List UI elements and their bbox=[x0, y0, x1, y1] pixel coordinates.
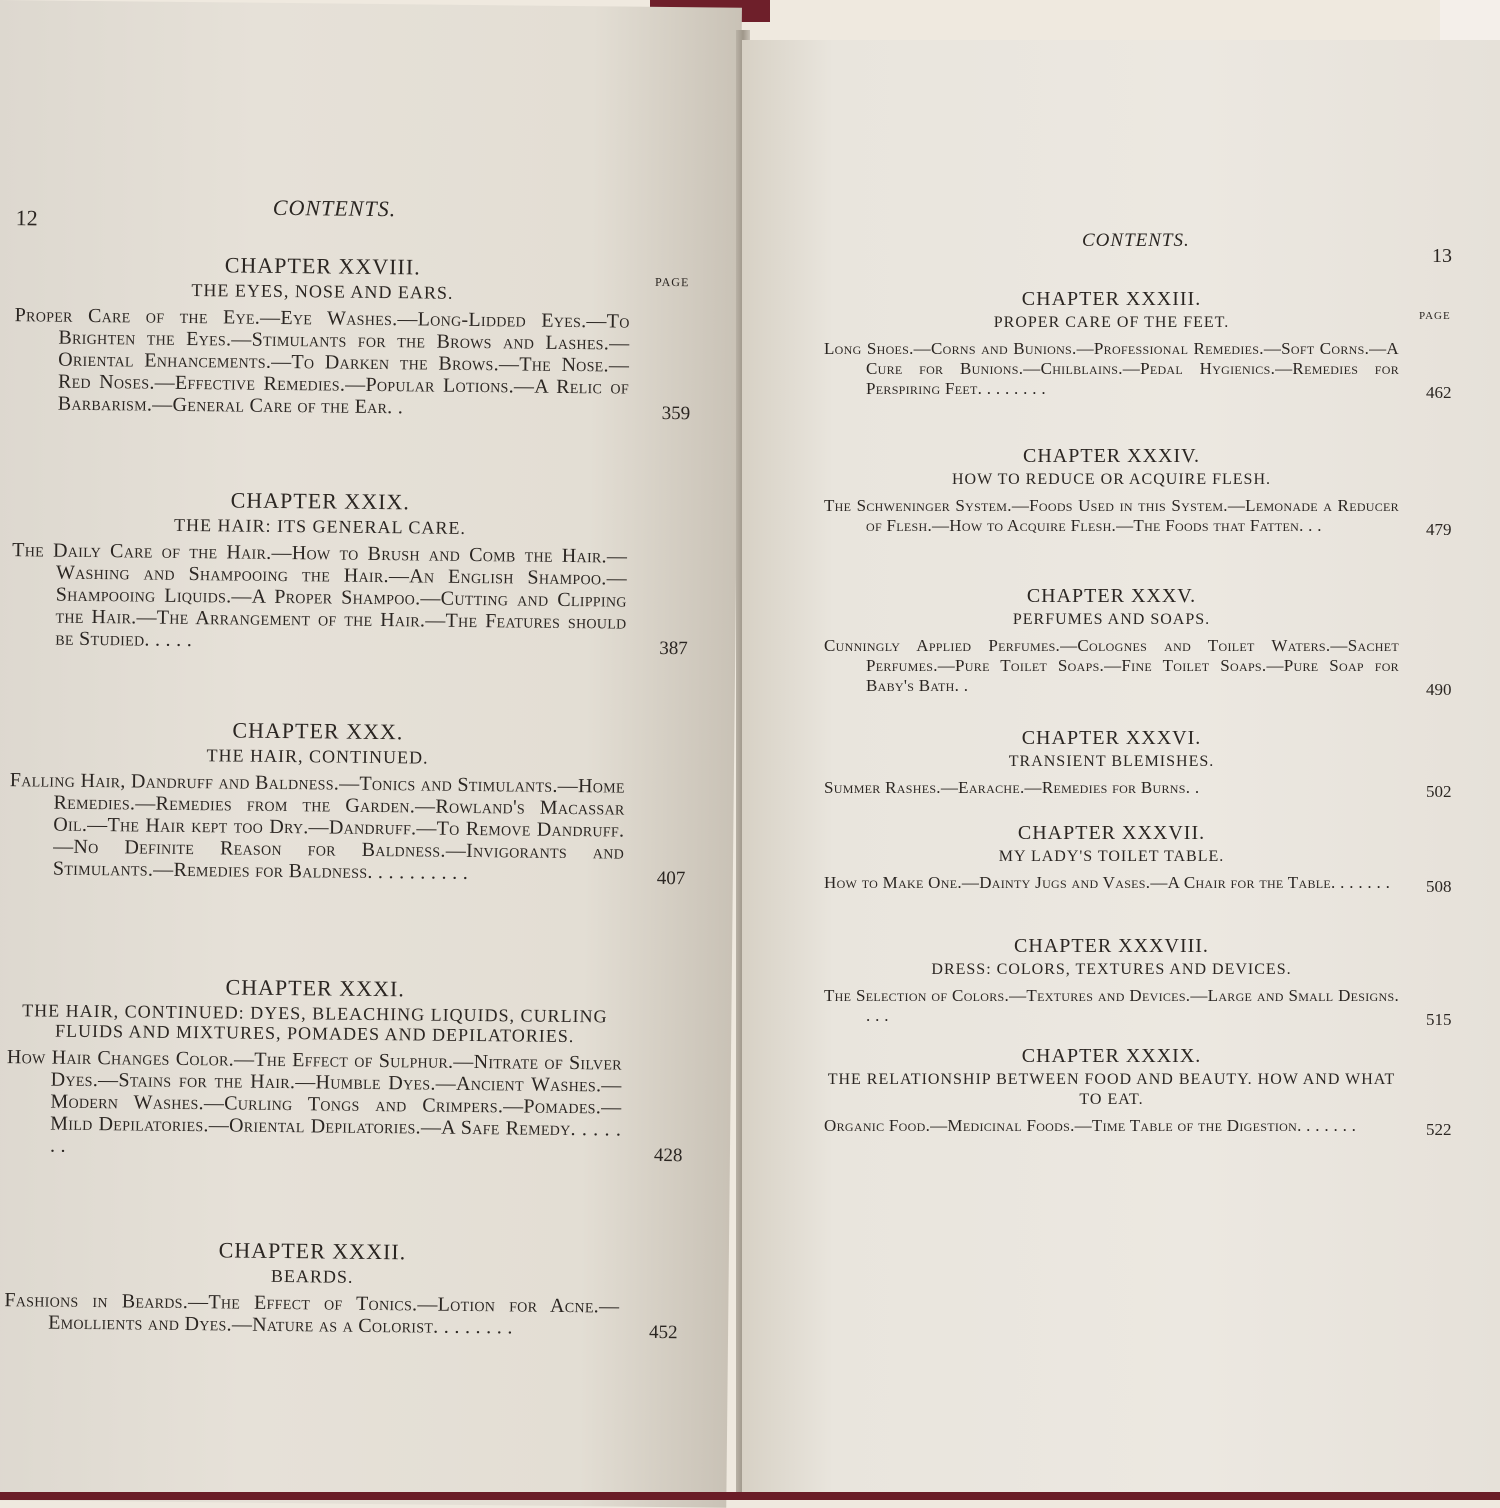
left-page bbox=[0, 0, 742, 1508]
page-reference: 508 bbox=[1426, 877, 1452, 896]
page-reference: 490 bbox=[1426, 680, 1452, 699]
chapter-entries bbox=[824, 636, 1452, 699]
chapter-block bbox=[824, 585, 1452, 699]
chapter-subtitle: PROPER CARE OF THE FEET. bbox=[993, 314, 1230, 331]
chapter-block bbox=[824, 935, 1452, 1029]
background-corner bbox=[1440, 0, 1500, 40]
page-reference: 428 bbox=[653, 1144, 683, 1167]
page-number: 12 bbox=[15, 205, 38, 231]
chapter-block bbox=[9, 715, 686, 890]
chapter-number: CHAPTER XXXI. bbox=[225, 974, 405, 1002]
chapter-entries bbox=[824, 339, 1452, 402]
page-reference: 515 bbox=[1426, 1010, 1452, 1029]
chapter-subtitle: PERFUMES AND SOAPS. bbox=[1012, 611, 1211, 628]
chapter-entries bbox=[824, 778, 1452, 801]
page-column-label: PAGE bbox=[655, 274, 690, 290]
chapter-subtitle: HOW TO REDUCE OR ACQUIRE FLESH. bbox=[951, 471, 1272, 488]
chapter-number: CHAPTER XXVIII. bbox=[224, 252, 421, 280]
chapter-number: CHAPTER XXXVII. bbox=[1017, 822, 1206, 844]
entries-text: Long Shoes.—Corns and Bunions.—Professional Remedies.—Soft Corns.—A Cure for Bunions.—Chilblains.—Pedal Hygienics.—Remedies for Perspiring Feet. . . . . . . . bbox=[824, 339, 1399, 398]
entries-text: Falling Hair, Dandruff and Baldness.—Tonics and Stimulants.—Home Remedies.—Remedies from the Garden.—Rowland's Macassar Oil.—The Hair kept too Dry.—Dandruff.—To Remove Dandruff.—No Definite Reason for Baldness.—Invigorants and Stimulants.—Remedies for Baldness. . . . . . . . . . bbox=[9, 769, 625, 884]
chapter-entries bbox=[824, 873, 1452, 896]
page-reference: 502 bbox=[1426, 782, 1452, 801]
entries-text: How to Make One.—Dainty Jugs and Vases.—A Chair for the Table. . . . . . . bbox=[824, 873, 1391, 892]
chapter-number: CHAPTER XXXIX. bbox=[1021, 1045, 1202, 1067]
page-reference: 522 bbox=[1426, 1120, 1452, 1139]
entries-text: Fashions in Beards.—The Effect of Tonics.—Lotion for Acne.—Emollients and Dyes.—Nature as a Colorist. . . . . . . . bbox=[4, 1289, 620, 1339]
entries-text: Organic Food.—Medicinal Foods.—Time Table of the Digestion. . . . . . . bbox=[824, 1116, 1357, 1135]
chapter-block bbox=[824, 1045, 1452, 1139]
chapter-entries bbox=[9, 769, 686, 890]
page-reference: 387 bbox=[659, 637, 688, 660]
chapter-subtitle: THE HAIR, CONTINUED. bbox=[206, 745, 429, 768]
chapter-block bbox=[6, 972, 683, 1167]
chapter-number: CHAPTER XXXIV. bbox=[1023, 445, 1200, 467]
chapter-subtitle: TRANSIENT BLEMISHES. bbox=[1008, 753, 1215, 770]
chapter-number: CHAPTER XXXIII. bbox=[1021, 288, 1202, 310]
chapter-entries bbox=[11, 539, 688, 660]
right-page bbox=[742, 40, 1500, 1500]
chapter-number: CHAPTER XXIX. bbox=[230, 487, 411, 515]
chapter-subtitle: BEARDS. bbox=[270, 1265, 354, 1287]
chapter-block bbox=[11, 485, 688, 660]
chapter-number: CHAPTER XXX. bbox=[232, 717, 404, 745]
page-reference: 452 bbox=[648, 1321, 678, 1344]
chapter-subtitle: THE RELATIONSHIP BETWEEN FOOD AND BEAUTY. HOW AND WHAT TO EAT. bbox=[827, 1071, 1396, 1108]
chapter-entries bbox=[4, 1289, 678, 1344]
page-column-label: PAGE bbox=[1419, 310, 1451, 322]
page-reference: 479 bbox=[1426, 520, 1452, 539]
running-head: CONTENTS. bbox=[1082, 230, 1190, 251]
chapter-entries bbox=[14, 304, 691, 425]
page-reference: 359 bbox=[661, 402, 691, 425]
chapter-entries bbox=[6, 1046, 683, 1167]
chapter-block bbox=[824, 445, 1452, 539]
chapter-block bbox=[824, 822, 1452, 896]
page-reference: 407 bbox=[656, 867, 686, 890]
chapter-entries bbox=[824, 986, 1452, 1029]
entries-text: The Daily Care of the Hair.—How to Brush and Comb the Hair.—Washing and Shampooing the Hair.—An English Shampoo.—Shampooing Liquids.—A Proper Shampoo.—Cutting and Clipping the Hair.—The Arrangement of the Hair.—The Features should be Studied. . . . . bbox=[12, 539, 628, 652]
entries-text: Summer Rashes.—Earache.—Remedies for Burns. . bbox=[824, 778, 1200, 797]
page-reference: 462 bbox=[1426, 383, 1452, 402]
entries-text: The Selection of Colors.—Textures and Devices.—Large and Small Designs. . . . bbox=[824, 986, 1399, 1025]
chapter-number: CHAPTER XXXV. bbox=[1026, 585, 1197, 607]
chapter-entries bbox=[824, 496, 1452, 539]
chapter-number: CHAPTER XXXVI. bbox=[1021, 727, 1202, 749]
entries-text: Cunningly Applied Perfumes.—Colognes and Toilet Waters.—Sachet Perfumes.—Pure Toilet Soaps.—Fine Toilet Soaps.—Pure Soap for Baby's Bath. . bbox=[824, 636, 1399, 695]
running-head: CONTENTS. bbox=[272, 194, 397, 222]
chapter-entries bbox=[824, 1116, 1452, 1139]
chapter-number: CHAPTER XXXII. bbox=[218, 1237, 407, 1265]
book-cover-edge-bottom bbox=[0, 1492, 1500, 1500]
chapter-block bbox=[824, 727, 1452, 801]
entries-text: How Hair Changes Color.—The Effect of Sulphur.—Nitrate of Silver Dyes.—Stains for the Hair.—Humble Dyes.—Ancient Washes.—Modern Washes.—Curling Tongs and Crimpers.—Pomades.—Mild Depilatories.—Oriental Depilatories.—A Safe Remedy. . . . . . . bbox=[6, 1046, 623, 1157]
chapter-subtitle: THE EYES, NOSE AND EARS. bbox=[191, 280, 454, 303]
chapter-subtitle: MY LADY'S TOILET TABLE. bbox=[998, 848, 1225, 865]
chapter-subtitle: THE HAIR, CONTINUED: DYES, BLEACHING LIQUIDS, CURLING FLUIDS AND MIXTURES, POMADES AND DEPILATORIES. bbox=[22, 1000, 608, 1047]
chapter-subtitle: THE HAIR: ITS GENERAL CARE. bbox=[173, 514, 467, 538]
entries-text: The Schweninger System.—Foods Used in this System.—Lemonade a Reducer of Flesh.—How to Acquire Flesh.—The Foods that Fatten. . . bbox=[824, 496, 1399, 535]
entries-text: Proper Care of the Eye.—Eye Washes.—Long-Lidded Eyes.—To Brighten the Eyes.—Stimulants for the Brows and Lashes.—Oriental Enhancements.—To Darken the Brows.—The Nose.—Red Noses.—Effective Remedies.—Popular Lotions.—A Relic of Barbarism.—General Care of the Ear. . bbox=[14, 304, 630, 419]
chapter-block bbox=[4, 1235, 678, 1344]
chapter-number: CHAPTER XXXVIII. bbox=[1014, 935, 1209, 957]
chapter-subtitle: DRESS: COLORS, TEXTURES AND DEVICES. bbox=[931, 961, 1292, 978]
page-number: 13 bbox=[1432, 245, 1452, 267]
